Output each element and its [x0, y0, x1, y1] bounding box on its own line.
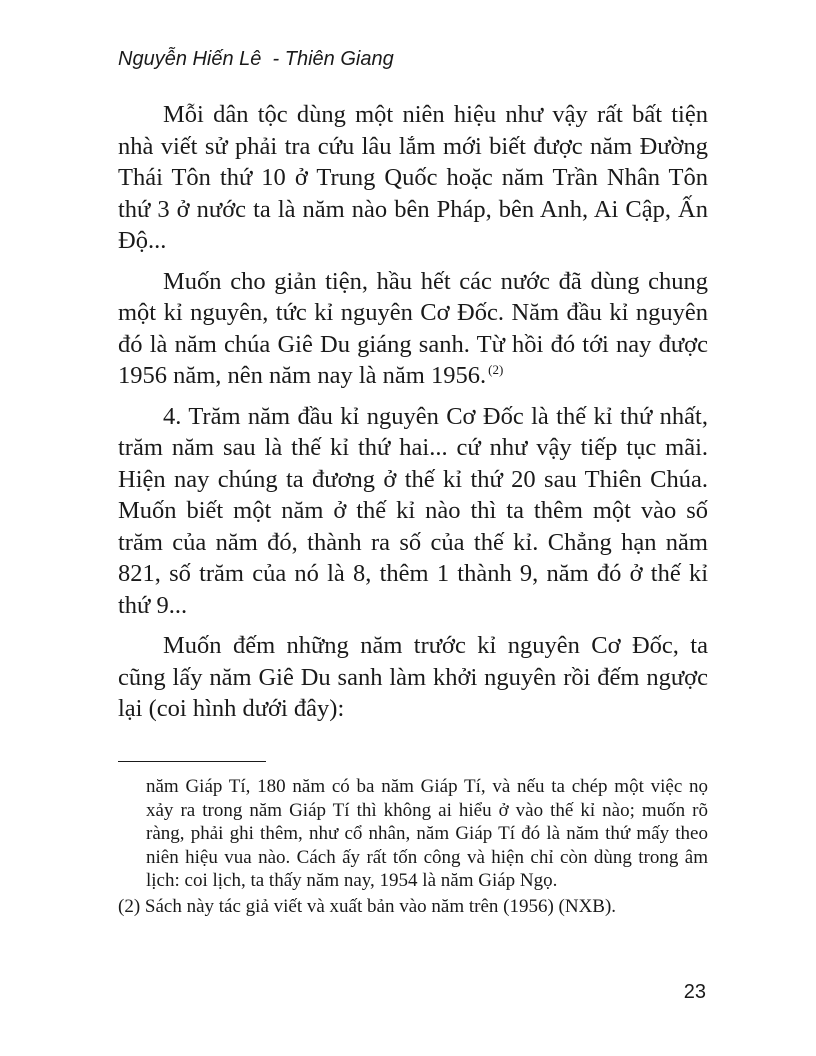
paragraph-3: 4. Trăm năm đầu kỉ nguyên Cơ Đốc là thế kỉ thứ nhất, trăm năm sau là thế kỉ thứ hai... cứ như vậy tiếp tục mãi. Hiện nay chúng ta đương ở thế kỉ thứ 20 sau Thiên Chúa. Muốn biết một năm ở thế kỉ nào thì ta thêm một vào số trăm của năm đó, thành ra số của thế kỉ. Chẳng hạn năm 821, số trăm của nó là 8, thêm 1 thành 9, năm đó ở thế kỉ thứ 9... [118, 402, 708, 619]
paragraph-4: Muốn đếm những năm trước kỉ nguyên Cơ Đốc, ta cũng lấy năm Giê Du sanh làm khởi nguyên rồi đếm ngược lại (coi hình dưới đây): [118, 632, 708, 722]
footnotes [118, 775, 708, 918]
paragraph-2-text: Muốn cho giản tiện, hầu hết các nước đã dùng chung một kỉ nguyên, tức kỉ nguyên Cơ Đốc. Năm đầu kỉ nguyên đó là năm chúa Giê Du giáng sanh. Từ hồi đó tới nay được 1956 năm, nên năm nay là năm 1956. [118, 267, 708, 389]
paragraph-2 [118, 266, 708, 392]
running-header: Nguyễn Hiến Lê - Thiên Giang [118, 48, 394, 70]
footnote-2: (2) Sách này tác giả viết và xuất bản vào năm trên (1956) (NXB). [118, 895, 617, 917]
paragraph-1: Mỗi dân tộc dùng một niên hiệu như vậy rất bất tiện nhà viết sử phải tra cứu lâu lắm mới biết được năm Đường Thái Tôn thứ 10 ở Trung Quốc hoặc năm Trần Nhân Tôn thứ 3 ở nước ta là năm nào bên Pháp, bên Anh, Ai Cập, Ấn Độ... [118, 101, 708, 254]
footnote-continuation: năm Giáp Tí, 180 năm có ba năm Giáp Tí, và nếu ta chép một việc nọ xảy ra trong năm Giáp Tí thì không ai hiểu ở vào thế kỉ nào; muốn rõ ràng, phải ghi thêm, như cổ nhân, năm Giáp Tí đó là năm thứ mấy theo niên hiệu vua nào. Cách ấy rất tốn công và hiện chỉ còn dùng trong âm lịch: coi lịch, ta thấy năm nay, 1954 là năm Giáp Ngọ. [146, 776, 708, 891]
main-text [118, 99, 708, 734]
footnote-ref-2: (2) [488, 361, 504, 377]
page-number: 23 [683, 981, 706, 1003]
footnote-divider [118, 761, 266, 762]
